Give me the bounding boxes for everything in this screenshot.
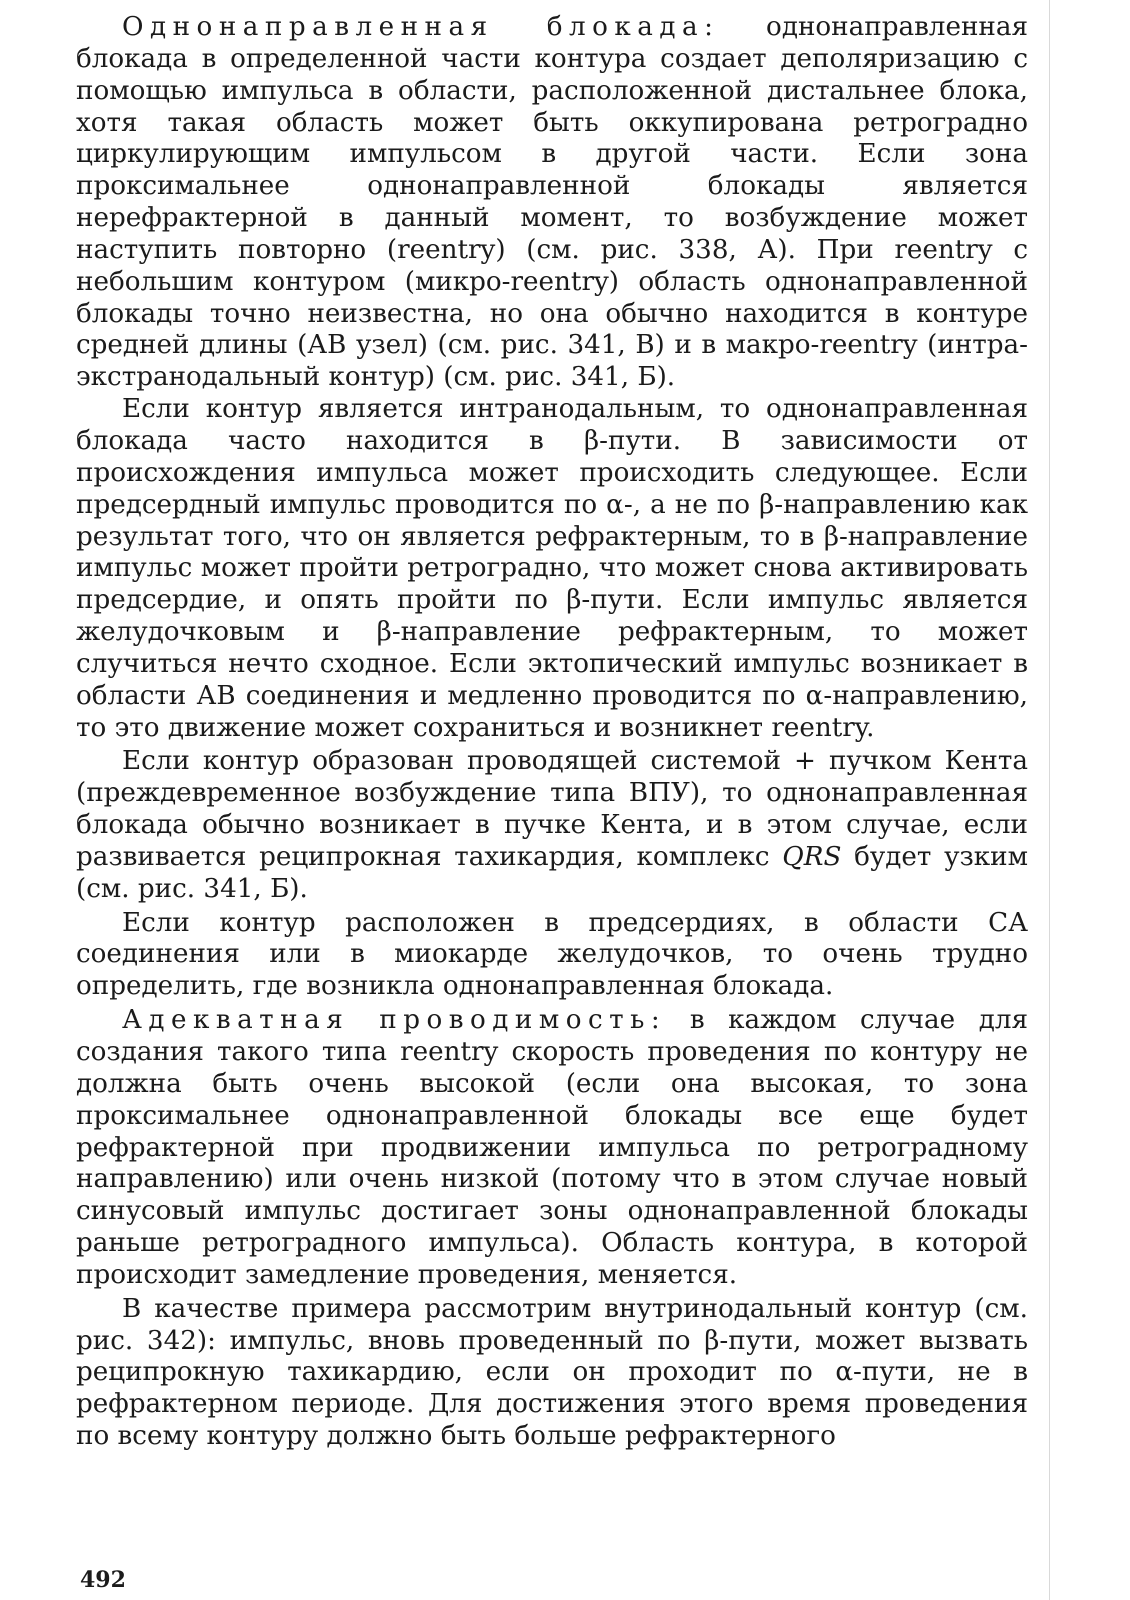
paragraph-text: однонаправленная блокада в определенной части контура создает деполяризацию с помощью импульса в области, расположенной дистальнее блока, хотя такая область может быть оккупирована ретроградно циркулирующим импульсом в другой части. Если зона проксимальнее однонаправленной блокады является нерефрактерной в данный момент, то возбуждение может наступить повторно (reentry) (см. рис. 338, А). При reentry с небольшим контуром (микро-reentry) область однонаправленной блокады точно неизвестна, но она обычно находится в контуре средней длины (АВ узел) (см. рис. 341, В) и в макро-reentry (интра-экстранодальный контур) (см. рис. 341, Б).	[76, 12, 1028, 393]
term-unidirectional-block: Однонаправленная блокада:	[122, 12, 720, 42]
document-page	[76, 12, 1028, 1453]
page-edge-line	[1049, 0, 1050, 1600]
paragraph-text: Если контур является интранодальным, то однонаправленная блокада часто находится в β-пути. В зависимости от происхождения импульса может происходить следующее. Если предсердный импульс проводится по α-, а не по β-направлению как результат того, что он является рефрактерным, то в β-направление импульс может пройти ретроградно, что может снова активировать предсердие, и опять пройти по β-пути. Если импульс является желудочковым и β-направление рефрактерным, то может случиться нечто сходное. Если эктопический импульс возникает в области АВ соединения и медленно проводится по α-направлению, то это движение может сохраниться и возникнет reentry.	[76, 394, 1028, 743]
paragraph-atrial-contour	[76, 908, 1028, 1004]
paragraph-text: Если контур образован проводящей системой + пучком Кента (преждевременное возбуждение типа ВПУ), то однонаправленная блокада обычно возникает в пучке Кента, и в этом случае, если развивается реципрокная тахикардия, комплекс	[76, 746, 1028, 872]
paragraph-unidirectional-block	[76, 12, 1028, 394]
paragraph-text: в каждом случае для создания такого типа reentry скорость проведения по контуру не должна быть очень высокой (если она высокая, то зона проксимальнее однонаправленной блокады все еще будет рефрактерной при продвижении импульса по ретроградному направлению) или очень низкой (потому что в этом случае новый синусовый импульс достигает зоны однонаправленной блокады раньше ретроградного импульса). Область контура, в которой происходит замедление проведения, меняется.	[76, 1005, 1028, 1290]
paragraph-example	[76, 1294, 1028, 1453]
term-adequate-conduction: Адекватная проводимость:	[122, 1005, 667, 1036]
paragraph-intranodal-contour	[76, 394, 1028, 744]
paragraph-text-after: будет узким (см. рис. 341, Б).	[76, 841, 1028, 904]
page-number: 492	[80, 1567, 126, 1593]
paragraph-text: Если контур расположен в предсердиях, в области СА соединения или в миокарде желудочков, то очень трудно определить, где возникла однонаправленная блокада.	[76, 907, 1028, 1002]
paragraph-adequate-conduction	[76, 1005, 1028, 1292]
paragraph-kent-bundle	[76, 746, 1028, 905]
qrs-term: QRS	[782, 841, 842, 872]
paragraph-text: В качестве примера рассмотрим внутринодальный контур (см. рис. 342): импульс, вновь проведенный по β-пути, может вызвать реципрокную тахикардию, если он проходит по α-пути, не в рефрактерном периоде. Для достижения этого время проведения по всему контуру должно быть больше рефрактерного	[76, 1293, 1028, 1452]
